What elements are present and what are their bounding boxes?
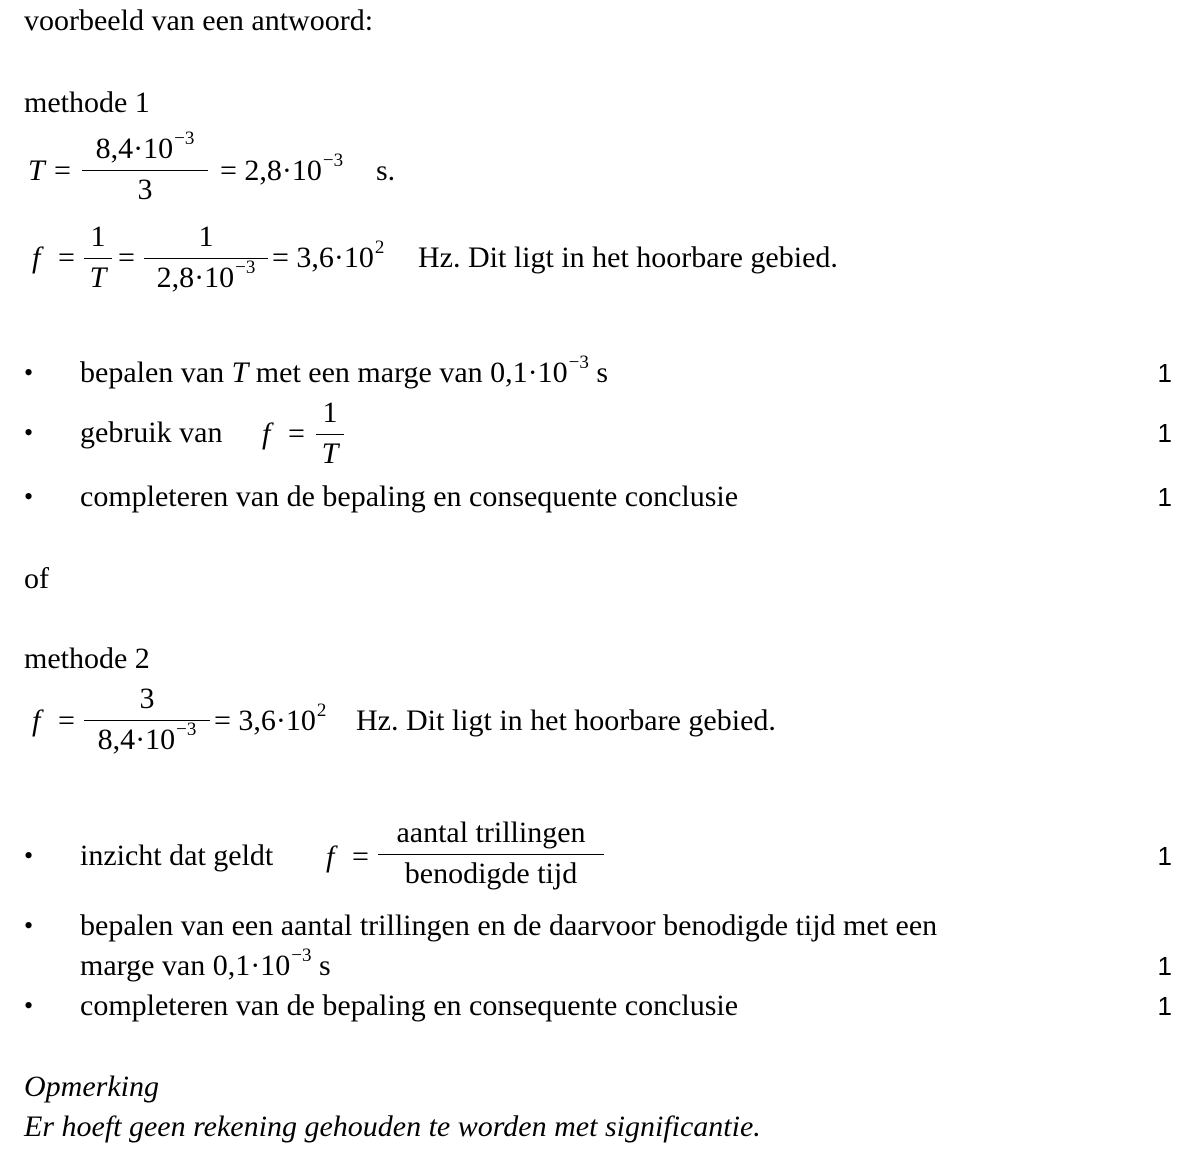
exponent: −3 [568,352,589,373]
exponent: −3 [176,719,197,740]
fraction [82,128,208,206]
fraction-bar [84,258,112,259]
exponent: 2 [374,237,385,258]
criterion-item: completeren van de bepaling en consequente conclusie [80,989,739,1022]
exponent: −3 [291,945,312,966]
criterion-item: completeren van de bepaling en consequente conclusie [80,480,739,513]
eq-lhs: T [28,154,45,187]
fraction [378,818,604,889]
fraction [316,398,344,469]
eq-lhs: f [32,241,41,274]
fraction-denominator: benodigde tijd [404,857,578,890]
bullet: • [24,482,34,511]
eq-conclusion: Hz. Dit ligt in het hoorbare gebied. [356,704,776,737]
remark-title: Opmerking [24,1070,159,1103]
eq-result: = 3,6·10 [272,241,374,274]
eq-lhs: f [32,704,41,737]
eq-lhs: f [326,840,335,873]
criterion-score: 1 [1157,482,1172,512]
criterion-unit: s [311,949,331,982]
fraction-numerator: 3 [139,682,155,715]
criterion-text: bepalen van [80,356,232,389]
eq-result: = 2,8·10 [220,154,322,187]
bullet: • [24,911,34,940]
eq-sign: = [54,154,71,187]
fraction-denominator: 2,8·10 [156,261,235,294]
criterion-score: 1 [1157,991,1172,1021]
method-1-title: methode 1 [24,86,150,119]
eq-lhs: f [262,417,271,450]
fraction-numerator: aantal trillingen [396,816,586,849]
exponent: −3 [174,128,195,149]
criterion-score: 1 [1157,358,1172,388]
method-2-title: methode 2 [24,642,150,675]
criterion-item [80,352,609,394]
fraction-bar [378,854,604,855]
fraction [84,222,112,293]
exponent: 2 [316,700,327,721]
fraction-numerator: 8,4·10 [95,132,174,165]
fraction-denominator: 8,4·10 [97,723,176,756]
fraction-numerator: 1 [198,220,214,253]
criterion-score: 1 [1157,841,1172,871]
exponent: −3 [235,257,256,278]
eq-sign: = [58,241,75,274]
exponent: −3 [322,150,344,171]
fraction-bar [316,434,344,435]
criterion-text: marge van 0,1·10 [80,949,291,982]
fraction-numerator: 1 [322,396,338,429]
criterion-item: bepalen van een aantal trillingen en de daarvoor benodigde tijd met een [80,909,938,942]
criterion-item [80,416,222,450]
fraction [144,222,268,293]
eq-conclusion: Hz. Dit ligt in het hoorbare gebied. [418,241,838,274]
bullet: • [24,841,34,870]
fraction-numerator: 1 [90,220,106,253]
intro-text: voorbeeld van een antwoord: [24,4,374,37]
criterion-item-continuation [80,945,331,987]
bullet: • [24,418,34,447]
eq-sign: = [58,704,75,737]
eq-result: = 3,6·10 [214,704,316,737]
criterion-text: inzicht dat geldt [80,839,274,872]
bullet: • [24,991,34,1020]
or-separator: of [24,562,49,595]
fraction-denominator: T [321,437,339,470]
fraction-denominator: 3 [137,173,153,206]
fraction [84,684,210,755]
eq-unit: s. [376,154,396,187]
eq-sign: = [288,417,305,450]
criterion-text: gebruik van [80,416,223,449]
eq-sign: = [352,840,369,873]
eq-sign: = [118,241,135,274]
criterion-text: met een marge van 0,1·10 [248,356,568,389]
bullet: • [24,358,34,387]
criterion-variable: T [231,356,249,389]
criterion-score: 1 [1157,951,1172,981]
criterion-unit: s [588,356,609,389]
criterion-item [80,839,273,873]
fraction-bar [82,170,208,171]
fraction-denominator: T [89,261,107,294]
criterion-score: 1 [1157,418,1172,448]
remark-text: Er hoeft geen rekening gehouden te worden met significantie. [24,1110,761,1143]
